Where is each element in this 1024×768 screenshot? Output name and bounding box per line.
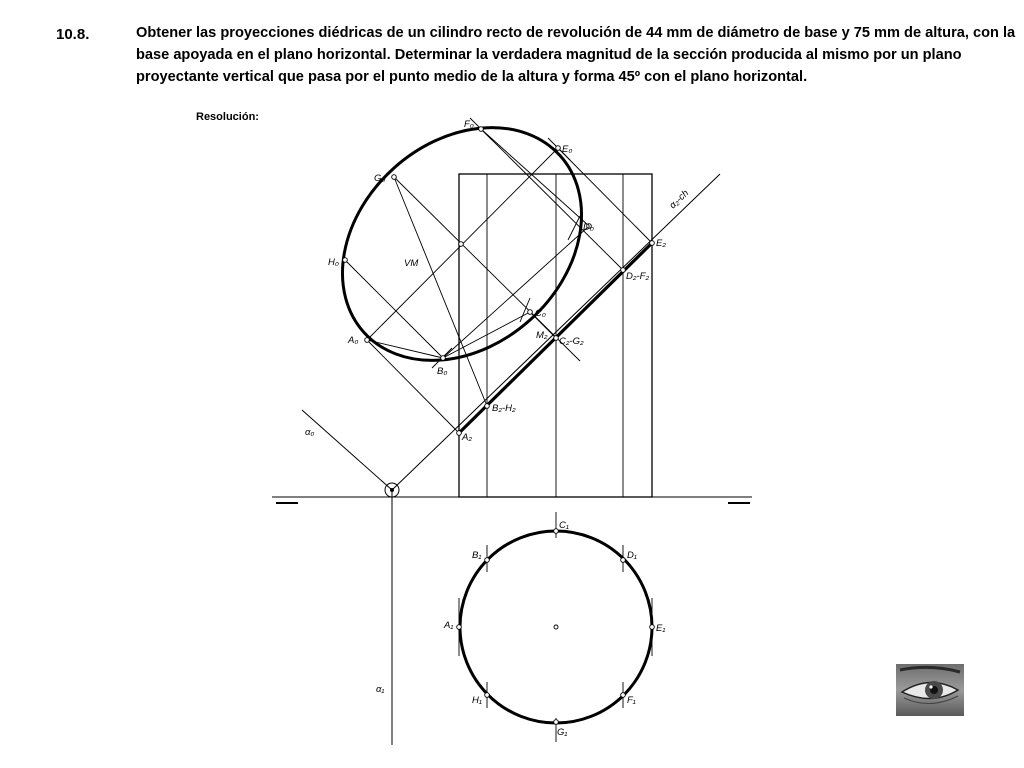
- label-alpha1: α₁: [376, 684, 385, 695]
- label-g1: G₁: [557, 727, 568, 738]
- label-b2h2: B₂-H₂: [492, 403, 516, 414]
- label-vm: VM: [404, 258, 419, 269]
- label-g0: G₀: [374, 173, 386, 184]
- cylinder-plan: [459, 512, 652, 742]
- label-d0: D₀: [583, 222, 594, 233]
- eye-icon: [896, 664, 964, 716]
- points: [343, 127, 655, 725]
- label-d1: D₁: [627, 550, 637, 561]
- label-f1: F₁: [627, 695, 636, 706]
- label-d2f2: D₂-F₂: [626, 271, 650, 282]
- label-c1: C₁: [559, 520, 569, 531]
- plane-traces: [302, 174, 720, 745]
- resolution-label: Resolución:: [196, 111, 259, 123]
- label-e1: E₁: [656, 623, 666, 634]
- label-alpha0: α₀: [305, 427, 315, 438]
- ground-line: [272, 497, 752, 503]
- label-a2: A₂: [462, 432, 472, 443]
- label-e2: E₂: [656, 238, 666, 249]
- problem-number: 10.8.: [56, 26, 90, 43]
- problem-statement: Obtener las proyecciones diédricas de un cilindro recto de revolución de 44 mm de diámetro de base y 75 mm de altura, con la base apoyada en el plano horizontal. Determinar la verdadera magnitud de la sección producida al mismo por un plano proyectante vertical que pasa por el punto medio de la altura y forma 45º con el plano horizontal.: [136, 25, 1016, 85]
- label-c2g2: C₂-G₂: [559, 336, 584, 347]
- label-f0: F₀: [464, 119, 474, 130]
- label-m2: M₂: [536, 330, 548, 341]
- label-a0: A₀: [348, 335, 359, 346]
- label-h0: H₀: [328, 257, 339, 268]
- label-b0: B₀: [437, 366, 448, 377]
- label-e0: E₀: [562, 144, 573, 155]
- label-c0: C₀: [535, 308, 546, 319]
- label-b1: B₁: [472, 550, 482, 561]
- label-h1: H₁: [472, 695, 482, 706]
- construction-lines: [345, 129, 589, 361]
- label-alpha2-ch: α₂-ch: [667, 187, 692, 212]
- label-a1: A₁: [444, 620, 454, 631]
